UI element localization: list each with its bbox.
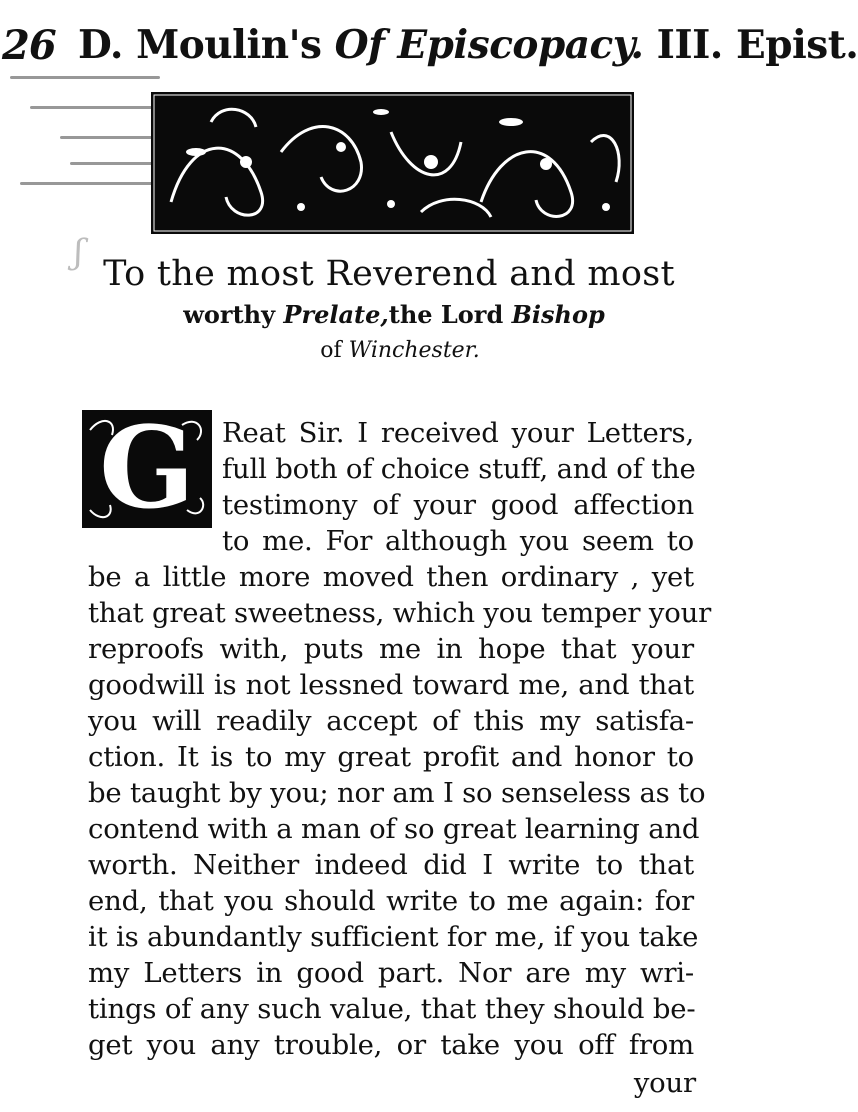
body-line: be a little more moved then ordinary , yet [88,561,694,593]
body-line: full both of choice stuff, and of the [222,453,696,485]
body-line: it is abundantly sufficient for me, if you take [88,921,699,953]
body-line: worth. Neither indeed did I write to that [88,849,694,881]
body-line: Reat Sir. I received your Letters, [222,417,694,449]
headpiece-ornament [151,92,634,234]
dedication-title [0,252,760,368]
page-number: 26 [2,22,56,69]
body-line: my Letters in good part. Nor are my wri- [88,957,694,989]
body-line: ction. It is to my great profit and honor to [88,741,694,773]
body-line: reproofs with, puts me in hope that your [88,633,694,665]
running-head-subject: Of Episcopacy. [334,22,644,68]
body-line: you will readily accept of this my satisfa- [88,705,694,737]
drop-cap-letter: G [99,403,195,534]
body-line: that great sweetness, which you temper your [88,597,712,629]
stray-mark: ʃ [74,232,84,272]
body-line: testimony of your good affection [222,489,694,521]
title-line-2: worthy Prelate,the Lord Bishop [183,300,605,329]
body-line: goodwill is not lessned toward me, and that [88,669,694,701]
body-line: contend with a man of so great learning and [88,813,700,845]
title-line-1: To the most Reverend and most [103,254,675,294]
body-line: be taught by you; nor am I so senseless as to [88,777,706,809]
body-line: to me. For although you seem to [222,525,694,557]
title-line-3: of Winchester. [320,338,480,363]
body-line: get you any trouble, or take you off from [88,1029,694,1061]
running-head-epistle: III. Epist. [656,22,858,68]
body-line: end, that you should write to me again: for [88,885,694,917]
running-head-author: D. Moulin's [78,22,322,68]
body-line: tings of any such value, that they should be- [88,993,696,1025]
catchword: your [633,1067,696,1099]
decorated-initial [82,403,212,534]
